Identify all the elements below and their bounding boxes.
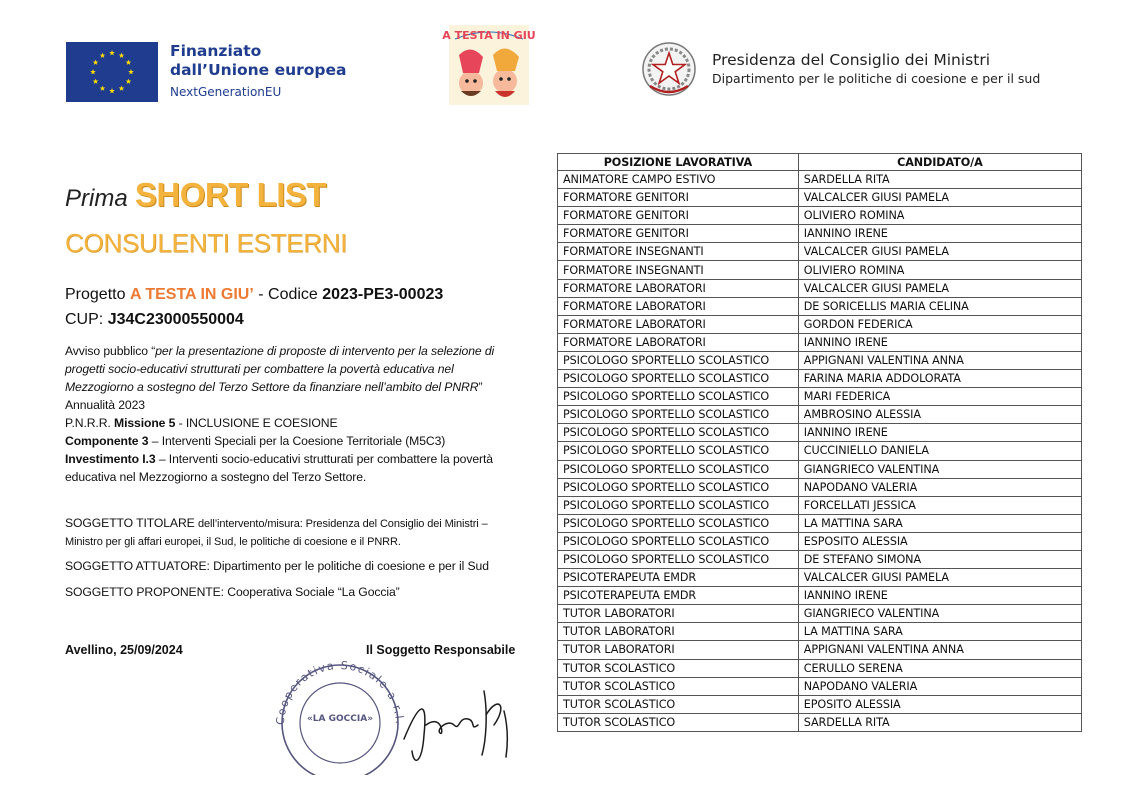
avviso-quote-1: per la presentazione di proposte di intervento per la selezione di <box>155 344 495 358</box>
table-row <box>558 279 1082 297</box>
table-row <box>558 171 1082 189</box>
cell-candidato: FORCELLATI JESSICA <box>798 496 1081 514</box>
cell-candidato: SARDELLA RITA <box>798 713 1081 731</box>
cell-posizione: TUTOR LABORATORI <box>558 605 799 623</box>
cell-posizione: PSICOLOGO SPORTELLO SCOLASTICO <box>558 442 799 460</box>
soggetto-attuatore <box>65 557 545 575</box>
cell-candidato: NAPODANO VALERIA <box>798 677 1081 695</box>
header-posizione: POSIZIONE LAVORATIVA <box>558 154 799 171</box>
cell-posizione: FORMATORE LABORATORI <box>558 315 799 333</box>
table-row <box>558 297 1082 315</box>
cell-candidato: DE SORICELLIS MARIA CELINA <box>798 297 1081 315</box>
cell-candidato: EPOSITO ALESSIA <box>798 695 1081 713</box>
title-short-list: SHORT LIST <box>134 176 327 213</box>
cell-posizione: PSICOLOGO SPORTELLO SCOLASTICO <box>558 550 799 568</box>
cell-candidato: SARDELLA RITA <box>798 171 1081 189</box>
italian-republic-emblem-icon <box>640 40 698 98</box>
cell-posizione: PSICOLOGO SPORTELLO SCOLASTICO <box>558 424 799 442</box>
cell-posizione: PSICOLOGO SPORTELLO SCOLASTICO <box>558 460 799 478</box>
cell-candidato: AMBROSINO ALESSIA <box>798 406 1081 424</box>
proponente-label: SOGGETTO PROPONENTE: <box>65 585 224 599</box>
short-list-table <box>557 153 1082 732</box>
cell-posizione: PSICOLOGO SPORTELLO SCOLASTICO <box>558 514 799 532</box>
missione: Missione 5 <box>114 416 176 430</box>
annualita: Annualità 2023 <box>65 398 145 412</box>
cell-candidato: NAPODANO VALERIA <box>798 478 1081 496</box>
table-row <box>558 569 1082 587</box>
soggetto-titolare <box>65 514 545 551</box>
cell-posizione: PSICOLOGO SPORTELLO SCOLASTICO <box>558 406 799 424</box>
cell-posizione: PSICOLOGO SPORTELLO SCOLASTICO <box>558 496 799 514</box>
cell-posizione: FORMATORE LABORATORI <box>558 279 799 297</box>
table-row <box>558 225 1082 243</box>
project-code-label: - Codice <box>258 286 318 303</box>
table-row <box>558 532 1082 550</box>
gov-title: Presidenza del Consiglio dei Ministri <box>712 51 991 69</box>
table-body <box>558 171 1082 732</box>
project-line <box>65 285 443 305</box>
table-row <box>558 370 1082 388</box>
table-row <box>558 442 1082 460</box>
table-row <box>558 496 1082 514</box>
cell-posizione: PSICOLOGO SPORTELLO SCOLASTICO <box>558 388 799 406</box>
eu-star-icon <box>93 60 99 65</box>
page-subtitle: CONSULENTI ESTERNI <box>65 228 348 258</box>
cell-candidato: VALCALCER GIUSI PAMELA <box>798 279 1081 297</box>
project-name: A TESTA IN GIU’ <box>129 286 254 303</box>
table-row <box>558 623 1082 641</box>
eu-funding-text <box>170 42 347 102</box>
eu-star-icon <box>126 60 132 65</box>
proponente-rest: Cooperativa Sociale “La Goccia” <box>227 585 400 599</box>
table-row <box>558 713 1082 731</box>
table-row <box>558 550 1082 568</box>
table-row <box>558 659 1082 677</box>
cell-posizione: PSICOLOGO SPORTELLO SCOLASTICO <box>558 532 799 550</box>
cell-posizione: FORMATORE INSEGNANTI <box>558 243 799 261</box>
signature-stamp <box>272 655 542 775</box>
cell-candidato: VALCALCER GIUSI PAMELA <box>798 569 1081 587</box>
cell-candidato: IANNINO IRENE <box>798 333 1081 351</box>
table-row <box>558 424 1082 442</box>
cell-posizione: PSICOTERAPEUTA EMDR <box>558 569 799 587</box>
investimento-line-2: educativa nel Mezzogiorno a sostegno del Terzo Settore. <box>65 470 367 484</box>
logo-title-text: A TESTA IN GIU <box>442 29 536 42</box>
cell-candidato: GIANGRIECO VALENTINA <box>798 605 1081 623</box>
cell-candidato: IANNINO IRENE <box>798 424 1081 442</box>
cell-posizione: TUTOR SCOLASTICO <box>558 659 799 677</box>
eu-funding-logo <box>66 42 347 104</box>
eu-star-icon <box>109 88 115 93</box>
cell-posizione: PSICOLOGO SPORTELLO SCOLASTICO <box>558 351 799 369</box>
componente-rest: – Interventi Speciali per la Coesione Territoriale (M5C3) <box>151 434 446 448</box>
gov-header-text <box>712 50 1040 88</box>
table-row <box>558 695 1082 713</box>
cell-candidato: FARINA MARIA ADDOLORATA <box>798 370 1081 388</box>
page-title <box>65 176 326 214</box>
stamp-text-path: Cooperativa Sociale a r.l. <box>273 658 407 726</box>
table-row <box>558 460 1082 478</box>
cell-candidato: APPIGNANI VALENTINA ANNA <box>798 641 1081 659</box>
table-row <box>558 677 1082 695</box>
cell-posizione: PSICOTERAPEUTA EMDR <box>558 587 799 605</box>
cell-posizione: FORMATORE LABORATORI <box>558 333 799 351</box>
cell-candidato: GIANGRIECO VALENTINA <box>798 460 1081 478</box>
attuatore-rest: Dipartimento per le politiche di coesione e per il Sud <box>213 559 489 573</box>
cell-candidato: IANNINO IRENE <box>798 587 1081 605</box>
cell-candidato: ESPOSITO ALESSIA <box>798 532 1081 550</box>
componente: Componente 3 <box>65 434 149 448</box>
titolare-rest: dell’intervento/misura: Presidenza del Consiglio dei Ministri – <box>197 518 488 530</box>
cell-posizione: TUTOR LABORATORI <box>558 641 799 659</box>
cell-posizione: PSICOLOGO SPORTELLO SCOLASTICO <box>558 478 799 496</box>
avviso-block <box>65 342 535 486</box>
cell-candidato: CERULLO SERENA <box>798 659 1081 677</box>
cell-candidato: LA MATTINA SARA <box>798 514 1081 532</box>
table-row <box>558 189 1082 207</box>
table-row <box>558 261 1082 279</box>
table-row <box>558 243 1082 261</box>
eu-star-icon <box>126 79 132 84</box>
cell-posizione: FORMATORE INSEGNANTI <box>558 261 799 279</box>
investimento: Investimento I.3 <box>65 452 156 466</box>
cell-candidato: APPIGNANI VALENTINA ANNA <box>798 351 1081 369</box>
titolare-line-2: Ministro per gli affari europei, il Sud, le politiche di coesione e il PNRR. <box>65 536 401 548</box>
titolare-label: SOGGETTO TITOLARE <box>65 516 195 530</box>
eu-star-icon <box>119 53 125 58</box>
cell-candidato: CUCCINIELLO DANIELA <box>798 442 1081 460</box>
eu-star-icon <box>109 50 115 55</box>
table-row <box>558 641 1082 659</box>
attuatore-label: SOGGETTO ATTUATORE: <box>65 559 210 573</box>
cell-posizione: TUTOR SCOLASTICO <box>558 677 799 695</box>
gov-subtitle: Dipartimento per le politiche di coesione e per il sud <box>712 71 1041 86</box>
stamp-center-text: «LA GOCCIA» <box>306 714 374 724</box>
eu-star-icon <box>128 69 134 74</box>
cup-line <box>65 310 244 330</box>
cell-posizione: FORMATORE GENITORI <box>558 207 799 225</box>
signer-title: Il Soggetto Responsabile <box>366 643 516 657</box>
eu-star-icon <box>93 79 99 84</box>
table-row <box>558 351 1082 369</box>
cell-posizione: PSICOLOGO SPORTELLO SCOLASTICO <box>558 370 799 388</box>
table-row <box>558 478 1082 496</box>
eu-flag-icon <box>66 42 158 102</box>
document-date: Avellino, 25/09/2024 <box>65 643 183 657</box>
cell-posizione: TUTOR SCOLASTICO <box>558 695 799 713</box>
table-row <box>558 587 1082 605</box>
eu-star-icon <box>100 85 106 90</box>
cell-candidato: IANNINO IRENE <box>798 225 1081 243</box>
cell-candidato: MARI FEDERICA <box>798 388 1081 406</box>
table-row <box>558 333 1082 351</box>
signature-strokes <box>404 691 507 760</box>
header-candidato: CANDIDATO/A <box>798 154 1081 171</box>
project-code: 2023-PE3-00023 <box>322 286 444 303</box>
cup-code: J34C23000550004 <box>107 311 244 328</box>
pnrr-prefix: P.N.R.R. <box>65 416 111 430</box>
eu-line-2: dall’Unione europea <box>170 61 347 79</box>
eu-star-icon <box>100 53 106 58</box>
project-label: Progetto <box>65 286 126 303</box>
table-row <box>558 514 1082 532</box>
cell-posizione: FORMATORE LABORATORI <box>558 297 799 315</box>
cell-posizione: TUTOR LABORATORI <box>558 623 799 641</box>
eu-star-icon <box>90 69 96 74</box>
cell-candidato: GORDON FEDERICA <box>798 315 1081 333</box>
cell-candidato: OLIVIERO ROMINA <box>798 207 1081 225</box>
avviso-intro: Avviso pubblico “ <box>65 344 156 358</box>
cell-candidato: LA MATTINA SARA <box>798 623 1081 641</box>
table-row <box>558 388 1082 406</box>
a-testa-in-giu-logo <box>442 25 536 105</box>
cell-candidato: VALCALCER GIUSI PAMELA <box>798 243 1081 261</box>
eu-line-3: NextGenerationEU <box>170 85 282 99</box>
cell-posizione: FORMATORE GENITORI <box>558 225 799 243</box>
cell-candidato: DE STEFANO SIMONA <box>798 550 1081 568</box>
table-row <box>558 605 1082 623</box>
avviso-quote-2: progetti socio-educativi strutturati per combattere la povertà educativa nel <box>65 362 454 376</box>
table-row <box>558 207 1082 225</box>
table-header-row <box>558 154 1082 171</box>
avviso-quote-close: ” <box>478 380 483 394</box>
eu-line-1: Finanziato <box>170 42 262 60</box>
avviso-quote-3: Mezzogiorno a sostegno del Terzo Settore da finanziare nell’ambito del PNRR <box>65 380 479 394</box>
table-row <box>558 406 1082 424</box>
cell-candidato: OLIVIERO ROMINA <box>798 261 1081 279</box>
cell-posizione: FORMATORE GENITORI <box>558 189 799 207</box>
missione-rest: - INCLUSIONE E COESIONE <box>178 416 338 430</box>
eu-star-icon <box>119 85 125 90</box>
table-row <box>558 315 1082 333</box>
cell-candidato: VALCALCER GIUSI PAMELA <box>798 189 1081 207</box>
cell-posizione: ANIMATORE CAMPO ESTIVO <box>558 171 799 189</box>
soggetto-proponente <box>65 583 545 601</box>
title-prima: Prima <box>65 185 128 212</box>
cell-posizione: TUTOR SCOLASTICO <box>558 713 799 731</box>
cup-label: CUP: <box>65 311 104 328</box>
investimento-rest: – Interventi socio-educativi strutturati per combattere la povertà <box>158 452 493 466</box>
